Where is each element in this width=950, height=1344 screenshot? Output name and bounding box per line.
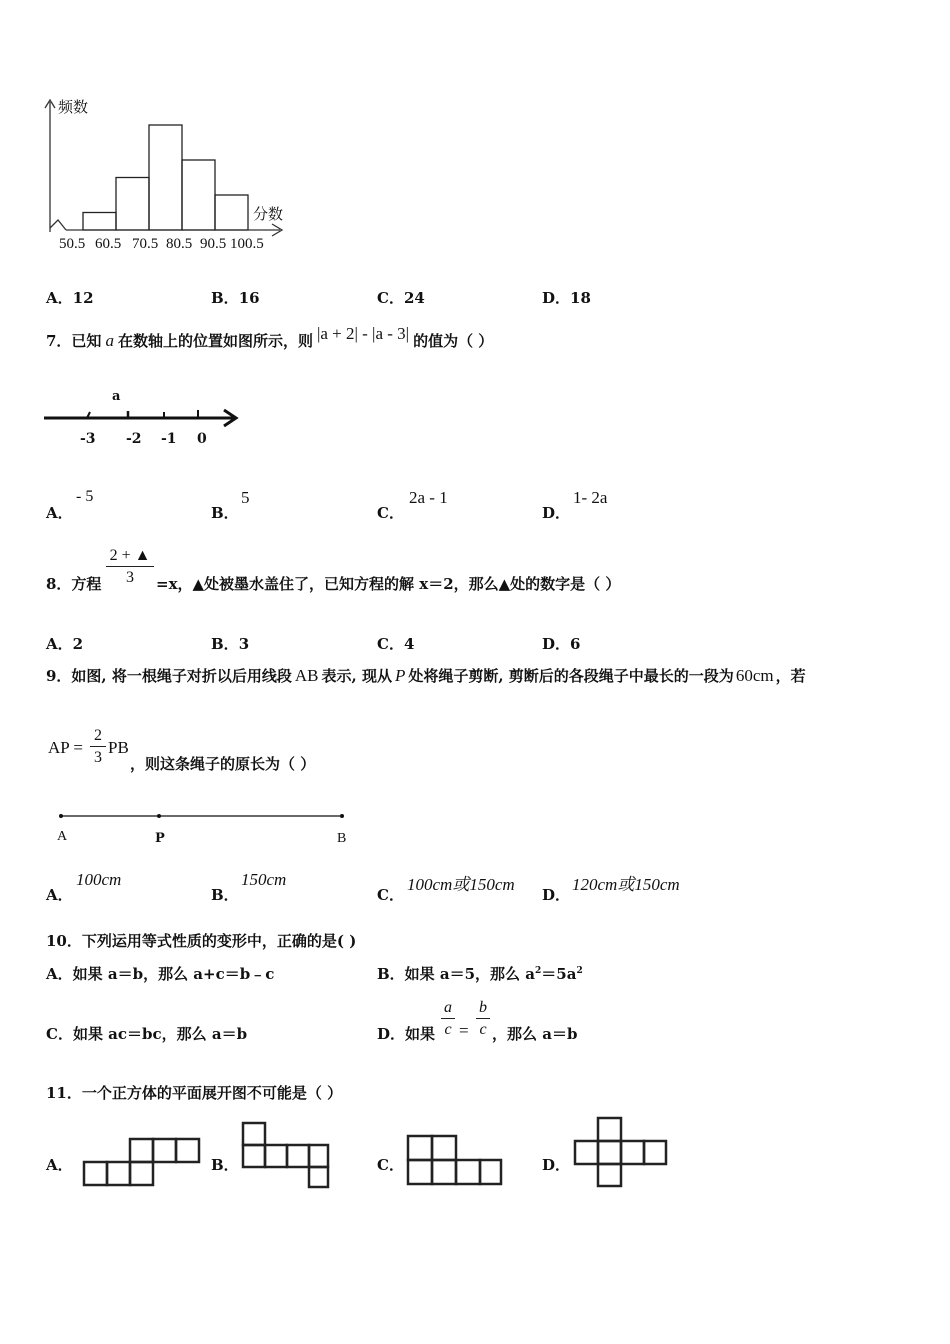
option-c[interactable]: C．24: [377, 289, 425, 307]
option-b[interactable]: B．如果 a＝5，那么 $a^2=5a^2$: [377, 965, 583, 983]
option-b[interactable]: B．16: [211, 289, 260, 307]
number-line-tick: 0: [197, 431, 207, 447]
ap-expression: AP =: [48, 738, 83, 757]
number-line-tick: -1: [161, 431, 177, 447]
option-b-label[interactable]: B．: [211, 504, 239, 522]
option-d-label[interactable]: D．: [542, 504, 571, 522]
net-a[interactable]: [82, 1137, 202, 1189]
question-10-stem: 10．下列运用等式性质的变形中，正确的是( ): [46, 932, 357, 950]
option-a[interactable]: A．2: [46, 635, 84, 653]
option-a-value[interactable]: 100cm: [76, 870, 122, 889]
histogram-bar: [149, 125, 182, 230]
option-a[interactable]: A．如果 a＝b，那么 a+c＝b﹣c: [46, 965, 275, 983]
option-b-label[interactable]: B．: [211, 886, 239, 904]
fraction: a c: [441, 998, 455, 1041]
option-c[interactable]: C．4: [377, 635, 415, 653]
point-p-label: P: [155, 831, 165, 846]
option-a[interactable]: A．12: [46, 289, 94, 307]
histogram-bar: [182, 160, 215, 230]
option-d-label[interactable]: D．: [542, 886, 571, 904]
option-d-label[interactable]: D．: [542, 1156, 571, 1174]
option-c-value[interactable]: 2a - 1: [409, 488, 448, 507]
option-b-value[interactable]: 5: [241, 488, 250, 507]
question-11-stem: 11．一个正方体的平面展开图不可能是（ ）: [46, 1084, 343, 1102]
point-a-label: A: [57, 829, 68, 844]
option-c-value[interactable]: 100cm或150cm: [407, 875, 515, 894]
option-d-value[interactable]: 120cm或150cm: [572, 875, 680, 894]
histogram-tick: 80.5: [166, 236, 193, 252]
option-d[interactable]: D．18: [542, 289, 591, 307]
option-a-label[interactable]: A．: [46, 886, 73, 904]
fraction: b c: [476, 998, 490, 1041]
fraction: 2 + ▲ 3: [106, 546, 154, 589]
histogram-xlabel: 分数: [253, 205, 284, 223]
question-7-stem: 7．已知 a 在数轴上的位置如图所示，则 |a + 2| - |a - 3| 的值为（ ）: [46, 324, 494, 350]
question-9-stem: 9．如图, 将一根绳子对折以后用线段 AB 表示, 现从 P 处将绳子剪断, 剪断后的各段绳子中最长的一段为 60cm ，若: [46, 666, 806, 685]
histogram-tick: 50.5: [59, 236, 86, 252]
equals-sign: =: [459, 1021, 469, 1040]
point-b-label: B: [337, 831, 347, 846]
question-9-text: ，则这条绳子的原长为（ ）: [130, 755, 316, 773]
question-8-text: =x，▲处被墨水盖住了，已知方程的解 x＝2，那么▲处的数字是（ ）: [156, 575, 621, 593]
histogram-tick: 70.5: [132, 236, 159, 252]
number-line-tick: -3: [80, 431, 96, 447]
option-d-suffix[interactable]: ，那么 a＝b: [492, 1025, 578, 1043]
option-a-value[interactable]: - 5: [76, 488, 94, 505]
net-c[interactable]: [405, 1134, 505, 1188]
histogram-bar: [215, 195, 248, 230]
option-d-prefix[interactable]: D．如果: [377, 1025, 436, 1043]
option-b[interactable]: B．3: [211, 635, 250, 653]
histogram-bar: [116, 178, 149, 231]
option-c-label[interactable]: C．: [377, 504, 404, 522]
option-d-value[interactable]: 1- 2a: [573, 488, 608, 507]
histogram-ylabel: 频数: [58, 98, 89, 116]
histogram-bar: [83, 213, 116, 231]
question-8-prefix: 8．方程: [46, 575, 102, 593]
option-b-label[interactable]: B．: [211, 1156, 239, 1174]
number-line-point-label: a: [112, 389, 121, 404]
net-b[interactable]: [240, 1120, 332, 1190]
histogram-tick: 60.5: [95, 236, 122, 252]
option-a-label[interactable]: A．: [46, 1156, 73, 1174]
number-line-tick: -2: [126, 431, 142, 447]
option-c-label[interactable]: C．: [377, 1156, 404, 1174]
option-a-label[interactable]: A．: [46, 504, 73, 522]
fraction: 2 3: [90, 726, 106, 769]
net-d[interactable]: [572, 1116, 672, 1188]
option-d[interactable]: D．6: [542, 635, 581, 653]
option-c-label[interactable]: C．: [377, 886, 404, 904]
option-c[interactable]: C．如果 ac＝bc，那么 a＝b: [46, 1025, 248, 1043]
histogram-tick: 90.5: [200, 236, 227, 252]
segment-ab: [58, 811, 358, 821]
histogram-tick: 100.5: [230, 236, 264, 252]
pb-label: PB: [108, 738, 129, 757]
option-b-value[interactable]: 150cm: [241, 870, 287, 889]
number-line: [44, 400, 254, 440]
